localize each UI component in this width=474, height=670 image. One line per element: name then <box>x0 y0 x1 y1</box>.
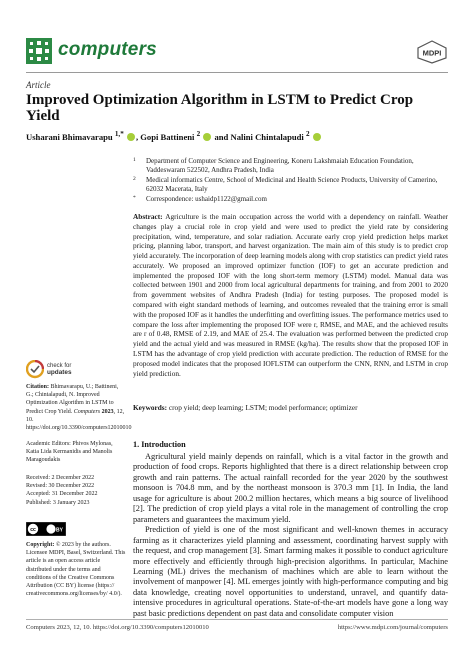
citation-doi[interactable]: , 12, 10. https://doi.org/10.3390/computers12010010 <box>26 408 132 432</box>
correspondence <box>133 195 451 204</box>
abstract-label: Abstract: <box>133 212 163 221</box>
citation-block <box>26 383 132 432</box>
author-affiliation-mark: 2 <box>305 130 310 138</box>
body-text <box>133 452 448 619</box>
orcid-icon[interactable] <box>127 133 135 141</box>
check-for-updates-line: check for <box>47 363 72 369</box>
header-divider <box>26 72 448 73</box>
keywords-label: Keywords: <box>133 403 168 412</box>
section-heading: 1. Introduction <box>133 440 186 449</box>
orcid-icon[interactable] <box>203 133 211 141</box>
editors-label: Academic Editors: <box>26 441 71 447</box>
svg-text:BY: BY <box>56 527 63 534</box>
svg-text:cc: cc <box>30 527 36 533</box>
citation-journal: Computers <box>73 408 101 415</box>
check-for-updates-badge[interactable] <box>26 360 106 382</box>
cc-badge-text: cc BY <box>46 534 49 535</box>
revised-date: Revised: 30 December 2022 <box>26 483 95 490</box>
keywords <box>133 403 448 413</box>
copyright-text: © 2023 by the authors. Licensee MDPI, Basel, Switzerland. This article is an open access article distributed under the terms and conditions of the Creative Commons Attribution (CC BY) license (https:// creativecommons.org/licenses/by/ 4.0/). <box>26 542 126 598</box>
article-type: Article <box>26 80 51 90</box>
body-paragraph: Agricultural yield mainly depends on rainfall, which is a vital factor in the growth and production of food crops. Reports highlighted that there is a direct relationship between crop growth and rain patterns. The actual rainfall recorded for the year 2020 by the southwest monsoon is 704.8 mm, and by the northeast monsoon is 370.3 mm [1]. In India, the land usage for agriculture is about 200.2 million hectares, which means a big source of livelihood [2]. The prediction of crop yield plays a vital role in the management of controlling the crop parameters and guarantees the maximum yield. <box>133 452 448 524</box>
published-date: Published: 3 January 2023 <box>26 499 90 506</box>
computers-logo-icon <box>26 38 52 64</box>
check-for-updates-label <box>47 363 72 376</box>
orcid-icon[interactable] <box>313 133 321 141</box>
mdpi-logo-icon <box>416 40 448 64</box>
footer-divider <box>26 619 448 620</box>
author-name[interactable]: Usharani Bhimavarapu <box>26 131 113 142</box>
author-list: Usharani Bhimavarapu $^{1,*}$ , Gopi Battineni $^2$ and Nalini Chintalapudi $^2$ <box>26 130 446 142</box>
check-for-updates-line: updates <box>47 368 72 376</box>
abstract <box>133 212 448 378</box>
affiliations <box>133 157 451 205</box>
body-paragraph: Prediction of yield is one of the most significant and well-known themes in accuracy farming as it characterizes yield planning and assessment, coordinating harvest supply with the request, and crop management [3]. Smart farming makes it possible to conduct agriculture more effectively and efficiently through high-precision algorithms. In particular, Machine Learning (ML) drives the mechanism of machines which are able to learn without the involvement of manpower [4]. ML emerges jointly with high-performance computing and big data knowledge, creating novel opportunities to understand, unravel, and quantify data-intensive procedures in agricultural operations. State-of-the-art models have gone a long way past basic predictions dependent on past data and consolidate computer vision <box>133 525 448 618</box>
author-affiliation-mark: 1,* <box>114 130 124 138</box>
affiliation-mark: 2 <box>133 176 136 182</box>
article-title: Improved Optimization Algorithm in LSTM to Predict Crop Yield <box>26 92 414 124</box>
journal-header <box>26 38 448 72</box>
author-name[interactable]: Gopi Battineni <box>140 131 195 142</box>
copyright-label: Copyright: <box>26 542 55 548</box>
citation-text: Bhimavarapu, U.; Battineni, G.; Chintalapudi, N. Improved Optimization Algorithm in LSTM to Predict Crop Yield. <box>26 384 119 415</box>
publisher-name: MDPI <box>422 48 442 58</box>
copyright-block <box>26 541 126 598</box>
editors-names: Phivos Mylonas, Katia Lida Kermanidis and Manolis Maragoudakis <box>26 441 113 464</box>
affiliation-mark: * <box>133 195 136 201</box>
footer-citation[interactable]: Computers 2023, 12, 10. https://doi.org/10.3390/computers12010010 <box>26 624 209 631</box>
journal-name: computers <box>58 39 157 60</box>
abstract-text: Agriculture is the main occupation across the world with a dependency on rainfall. Weather changes play a crucial role in crop yield and were used to predict the yield rate by considering precipitation, wind, temperature, and solar radiation. Accurate early crop yield prediction helps market pricing, planning labor, transport, and harvest organization. The main aim of this study is to predict crop yield accurately. The incorporation of deep learning models along with crop statistics can predict yield rates accurately. We proposed an improved optimizer function (IOF) to get an accurate prediction and implemented the proposed IOF with the long short-term memory (LSTM) model. Manual data was collected between 1901 and 2000 from local agricultural departments for training, and from 2001 to 2020 from government websites of Andhra Pradesh (India) for testing purposes. The proposed model is compared with eight standard methods of learning, and outcomes revealed that the training error is small with the proposed IOF as it handles the underfitting and overfitting issues. The performance metrics used to compare the loss after implementing the proposed IOF were r, RMSE, and MAE, and the achieved results are r of 0.48, RMSE of 2.19, and MAE of 25.4. The evaluation was performed between the predicted crop yield and the actual yield and was measured in RMSE (kg/ha). The results show that the proposed IOF in LSTM has the advantage of crop yield prediction with accurate prediction. The reduction of RMSE for the proposed model indicates that the proposed IOFLSTM can outperform the CNN, RNN, and LSTM in crop yield prediction. <box>133 212 448 378</box>
correspondence-text[interactable]: Correspondence: ushaidp1122@gmail.com <box>146 195 267 203</box>
author-affiliation-mark: 2 <box>196 130 201 138</box>
cc-by-license-icon[interactable] <box>26 522 66 536</box>
affiliation-text: Medical informatics Centre, School of Medicinal and Health Science Products, University of Camerino, 62032 Macerata, Italy <box>146 176 438 193</box>
author-name[interactable]: Nalini Chintalapudi <box>230 131 304 142</box>
affiliation-text: Department of Computer Science and Engineering, Koneru Lakshmaiah Education Foundation, Vaddeswaram 522502, Andhra Pradesh, India <box>146 157 414 174</box>
affiliation-mark: 1 <box>133 157 136 163</box>
received-date: Received: 2 December 2022 <box>26 475 95 481</box>
academic-editors <box>26 440 126 465</box>
publication-history <box>26 474 126 507</box>
citation-year: 2023 <box>101 408 114 415</box>
check-for-updates-icon <box>26 360 44 380</box>
affiliation-item <box>133 176 451 194</box>
affiliation-item <box>133 157 451 175</box>
accepted-date: Accepted: 31 December 2022 <box>26 491 98 498</box>
footer-journal-url[interactable]: https://www.mdpi.com/journal/computers <box>337 624 448 631</box>
citation-label: Citation: <box>26 384 49 390</box>
keywords-text: crop yield; deep learning; LSTM; model performance; optimizer <box>168 403 358 412</box>
